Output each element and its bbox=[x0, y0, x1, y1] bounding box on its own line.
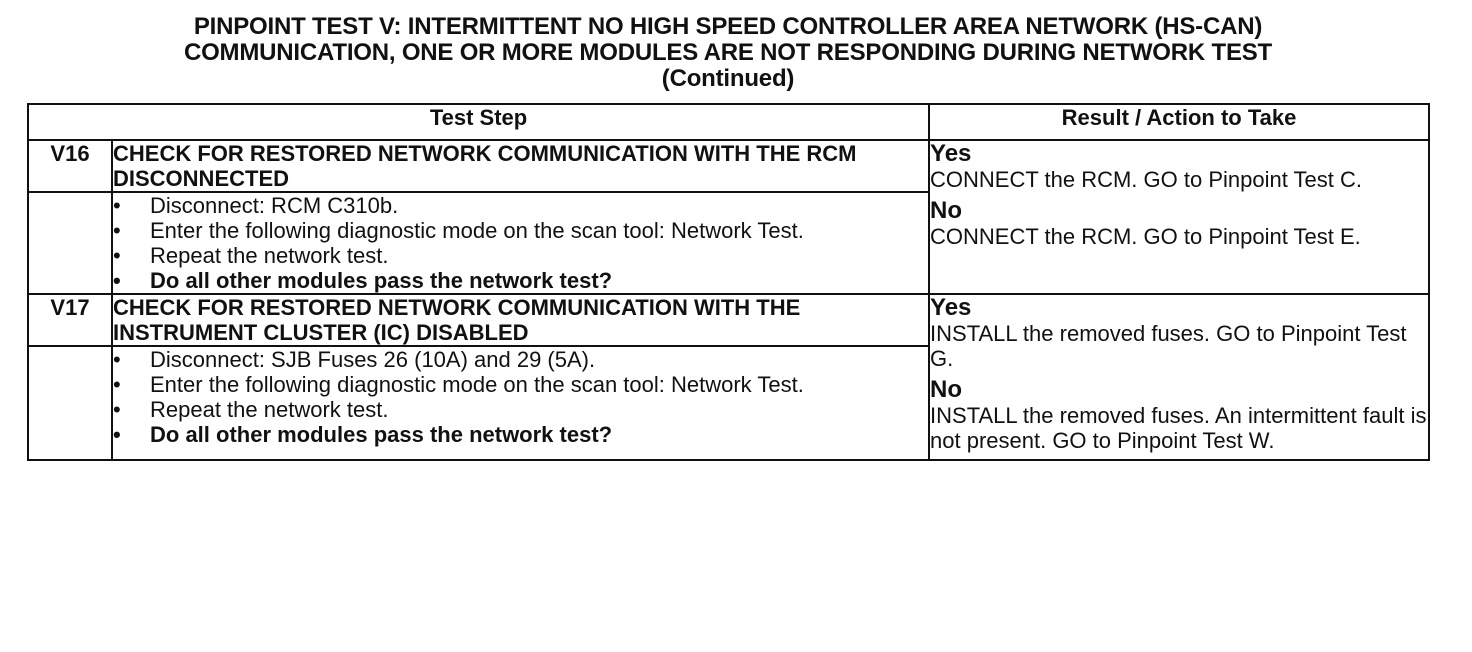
no-label: No bbox=[930, 197, 963, 224]
step-row-v17-title bbox=[28, 294, 1429, 346]
step-actions-v17 bbox=[112, 346, 929, 460]
yes-label: Yes bbox=[930, 140, 972, 167]
step-result-v16 bbox=[929, 140, 1429, 294]
action-list bbox=[113, 347, 928, 447]
step-title-v16: CHECK FOR RESTORED NETWORK COMMUNICATION WITH THE RCM DISCONNECTED bbox=[112, 140, 929, 192]
title-line-2: COMMUNICATION, ONE OR MORE MODULES ARE NOT RESPONDING DURING NETWORK TEST bbox=[183, 39, 1273, 66]
title-line-3: (Continued) bbox=[661, 65, 795, 92]
no-action-text: CONNECT the RCM. GO to Pinpoint Test E. bbox=[930, 224, 1361, 249]
header-result-action: Result / Action to Take bbox=[929, 104, 1429, 140]
step-id-v17: V17 bbox=[28, 294, 112, 346]
action-list bbox=[113, 193, 928, 293]
action-item: • Enter the following diagnostic mode on the scan tool: Network Test. bbox=[113, 372, 928, 397]
yes-label: Yes bbox=[930, 294, 972, 321]
no-action-text: INSTALL the removed fuses. An intermittent fault is not present. GO to Pinpoint Test W. bbox=[930, 403, 1427, 453]
step-result-v17 bbox=[929, 294, 1429, 460]
step-id-v16: V16 bbox=[28, 140, 112, 192]
step-id-spacer bbox=[28, 192, 112, 294]
no-label: No bbox=[930, 376, 963, 403]
header-test-step: Test Step bbox=[28, 104, 929, 140]
yes-action-text: CONNECT the RCM. GO to Pinpoint Test C. bbox=[930, 167, 1363, 192]
yes-action-text: INSTALL the removed fuses. GO to Pinpoint Test G. bbox=[930, 321, 1407, 371]
action-item: • Disconnect: SJB Fuses 26 (10A) and 29 (5A). bbox=[113, 347, 928, 372]
table-header-row bbox=[28, 104, 1429, 140]
action-item: • Disconnect: RCM C310b. bbox=[113, 193, 928, 218]
page-title bbox=[0, 14, 1456, 92]
step-row-v16-title bbox=[28, 140, 1429, 192]
step-title-v17: CHECK FOR RESTORED NETWORK COMMUNICATION WITH THE INSTRUMENT CLUSTER (IC) DISABLED bbox=[112, 294, 929, 346]
action-item: • Repeat the network test. bbox=[113, 243, 928, 268]
step-actions-v16 bbox=[112, 192, 929, 294]
action-question: • Do all other modules pass the network test? bbox=[113, 268, 928, 293]
title-line-1: PINPOINT TEST V: INTERMITTENT NO HIGH SPEED CONTROLLER AREA NETWORK (HS-CAN) bbox=[193, 13, 1263, 40]
action-question: • Do all other modules pass the network test? bbox=[113, 422, 928, 447]
step-id-spacer bbox=[28, 346, 112, 460]
pinpoint-test-table bbox=[27, 103, 1430, 461]
action-item: • Repeat the network test. bbox=[113, 397, 928, 422]
action-item: • Enter the following diagnostic mode on the scan tool: Network Test. bbox=[113, 218, 928, 243]
